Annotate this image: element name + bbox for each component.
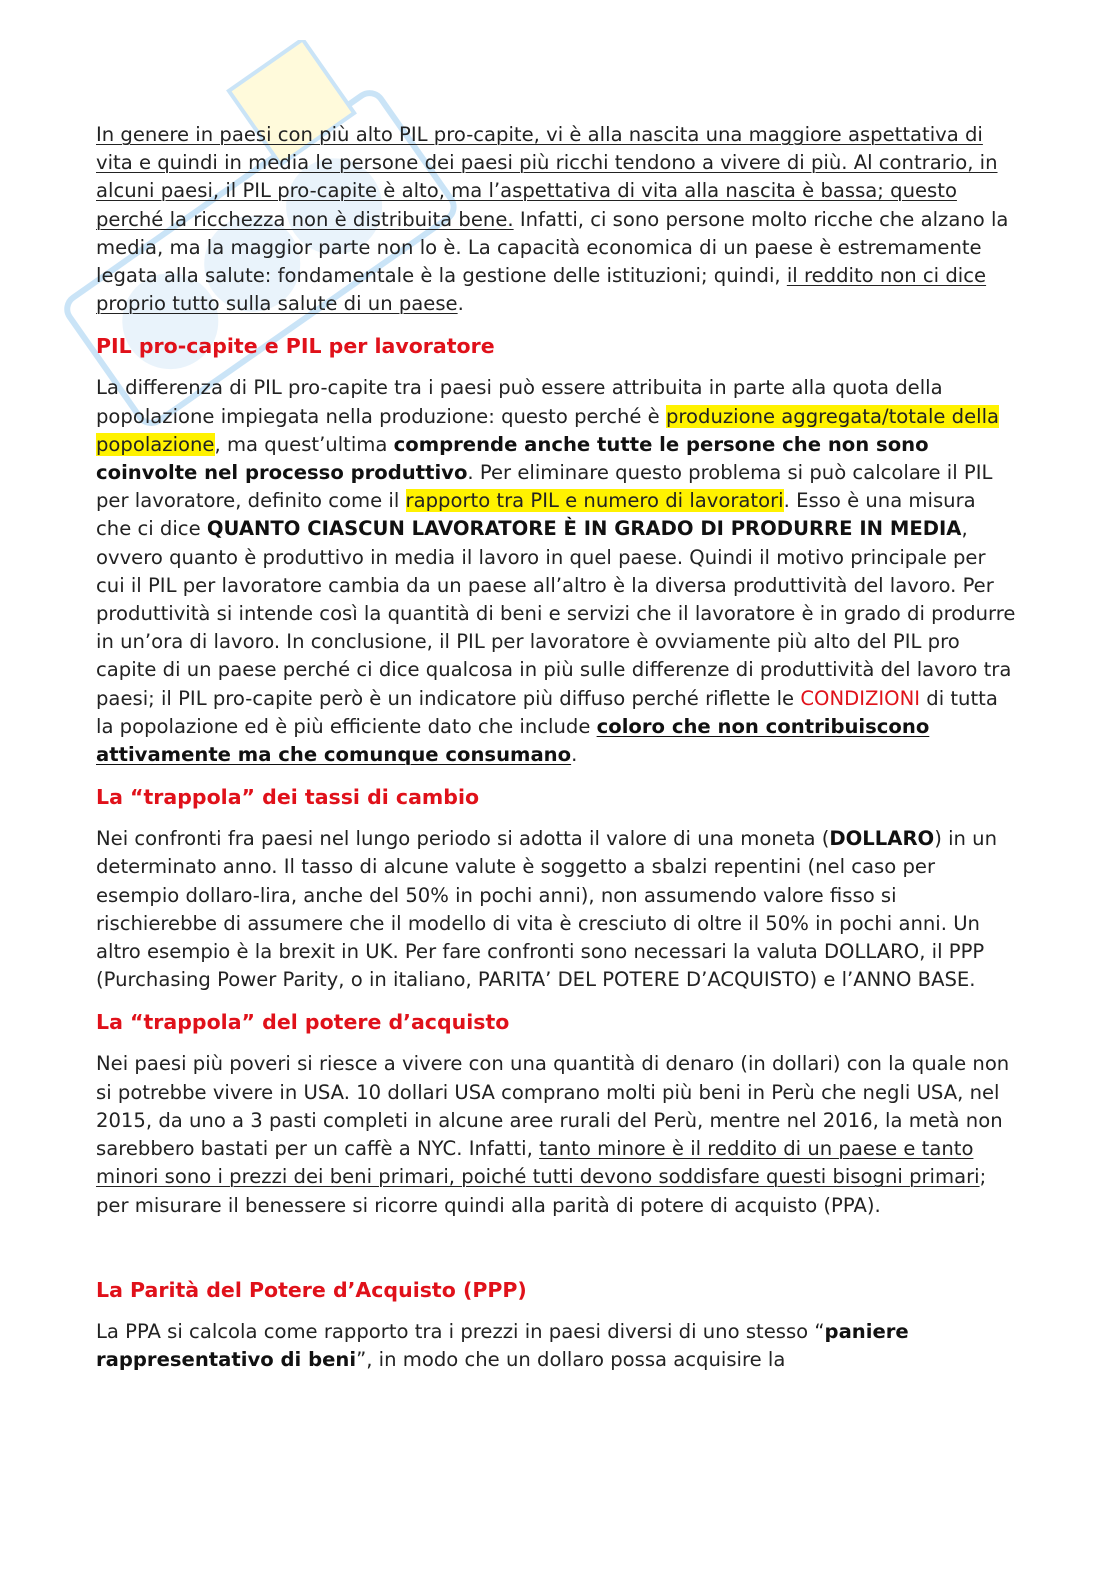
text: di tutta la popolazione ed è più efficiente dato che include xyxy=(96,686,998,738)
paragraph-pil-lavoratore xyxy=(96,374,1016,769)
text: Nei confronti fra paesi nel lungo periodo si adotta il valore di una moneta ( xyxy=(96,827,830,851)
heading-potere-acquisto: La “trappola” del potere d’acquisto xyxy=(96,1010,510,1035)
text: Nei paesi più poveri si riesce a vivere con una quantità di denaro (in dollari) con la quale non si potrebbe vivere in USA. 10 dollari USA comprano molti più beni in Perù che negli USA, nel 2015, da uno a 3 pasti completi in alcune aree rurali del Perù, mentre nel 2016, la metà non sarebbero bastati per un caffè a NYC. Infatti, xyxy=(96,1052,1010,1161)
heading-ppp: La Parità del Potere d’Acquisto (PPP) xyxy=(96,1277,527,1302)
text: La differenza di PIL pro-capite tra i paesi può essere attribuita in parte alla quota della popolazione impiegata nella produzione: questo perché è xyxy=(96,376,943,428)
underlined-text: il reddito non ci dice proprio tutto sulla salute di un paese xyxy=(96,264,987,316)
text: Infatti, ci sono persone molto ricche che alzano la media, ma la maggior parte non lo è. La capacità economica di un paese è estremamente legata alla salute: fondamentale è la gestione delle istituzioni; quindi, xyxy=(96,207,1009,288)
bold-text: QUANTO CIASCUN LAVORATORE È IN GRADO DI PRODURRE IN MEDIA xyxy=(206,517,962,541)
text: ”, in modo che un dollaro possa acquisire la xyxy=(356,1347,786,1371)
text: ) in un determinato anno. Il tasso di alcune valute è soggetto a sbalzi repentini (nel caso per esempio dollaro-lira, anche del 50% in pochi anni), non assumendo valore fisso si rischierebbe di assumere che il modello di vita è cresciuto di oltre il 50% in pochi anni. Un altro esempio è la brexit in UK. Per fare confronti sono necessari la valuta DOLLARO, il PPP (Purchasing Power Parity, o in italiano, PARITA’ DEL POTERE D’ACQUISTO) e l’ANNO BASE. xyxy=(96,827,998,992)
text: ; per misurare il benessere si ricorre quindi alla parità di potere di acquisto (PPA). xyxy=(96,1165,987,1217)
text: . Per eliminare questo problema si può calcolare il PIL per lavoratore, definito come il xyxy=(96,461,993,513)
text: . xyxy=(457,292,464,316)
highlighted-text: rapporto tra PIL e numero di lavoratori xyxy=(405,489,784,513)
red-text: CONDIZIONI xyxy=(800,686,921,710)
bold-text: DOLLARO xyxy=(829,827,935,851)
bold-text: paniere rappresentativo di beni xyxy=(96,1319,909,1371)
heading-tassi-di-cambio: La “trappola” dei tassi di cambio xyxy=(96,785,480,810)
highlighted-text: produzione aggregata/totale della popolazione xyxy=(96,404,1000,456)
text: , ma quest’ultima xyxy=(214,432,394,456)
underlined-text: tanto minore è il reddito di un paese e tanto minori sono i prezzi dei beni primari, poiché tutti devono soddisfare questi bisogni primari xyxy=(96,1137,980,1189)
underlined-text: In genere in paesi con più alto PIL pro-capite, vi è alla nascita una maggiore aspettativa di vita e quindi in media le persone dei paesi più ricchi tendono a vivere di più. Al contrario, in alcuni paesi, il PIL pro-capite è alto, ma l’aspettativa di vita alla nascita è bassa; questo perché la ricchezza non è distribuita bene. xyxy=(96,123,998,231)
document-page xyxy=(96,121,1016,1374)
heading-pil-per-lavoratore: PIL pro-capite e PIL per lavoratore xyxy=(96,334,495,359)
bold-text: comprende anche tutte le persone che non sono coinvolte nel processo produttivo xyxy=(96,432,929,485)
bold-underlined-text: coloro che non contribuiscono attivamente ma che comunque consumano xyxy=(96,714,930,767)
text: , ovvero quanto è produttivo in media il lavoro in quel paese. Quindi il motivo principale per cui il PIL per lavoratore cambia da un paese all’altro è la diversa produttività del lavoro. Per produttività si intende così la quantità di beni e servizi che il lavoratore è in grado di produrre in un’ora di lavoro. In conclusione, il PIL per lavoratore è ovviamente più alto del PIL pro capite di un paese perché ci dice qualcosa in più sulle differenze di produttività del lavoro tra paesi; il PIL pro-capite però è un indicatore più diffuso perché riflette le xyxy=(96,517,1016,710)
paragraph-potere-acquisto xyxy=(96,1050,1016,1219)
paragraph-health-income xyxy=(96,121,1016,318)
text: . xyxy=(571,743,578,767)
paragraph-ppp xyxy=(96,1318,1016,1374)
paragraph-tassi-di-cambio xyxy=(96,825,1016,994)
text: . Esso è una misura che ci dice xyxy=(96,489,976,541)
text: La PPA si calcola come rapporto tra i prezzi in paesi diversi di uno stesso “ xyxy=(96,1319,825,1343)
